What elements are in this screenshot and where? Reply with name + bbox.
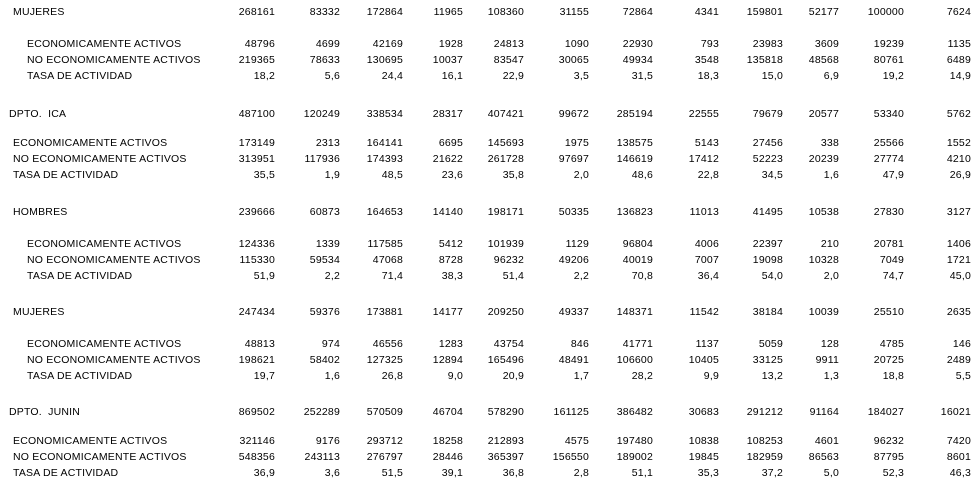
cell: 5762 [946, 108, 971, 120]
cell: 10039 [808, 306, 839, 318]
section-header-row [0, 106, 972, 122]
cell: 182959 [746, 451, 783, 463]
cell: 28446 [432, 451, 463, 463]
cell: 7007 [694, 254, 719, 266]
cell: 2,2 [573, 270, 589, 282]
cell: 30065 [558, 54, 589, 66]
cell: 243113 [304, 451, 340, 463]
cell: 27456 [752, 137, 783, 149]
cell: 35,5 [253, 169, 275, 181]
cell: 74,7 [882, 270, 904, 282]
activity-table [0, 4, 972, 481]
cell: 1,6 [324, 370, 340, 382]
cell: 20239 [808, 153, 839, 165]
cell: 1,3 [823, 370, 839, 382]
row-label: NO ECONOMICAMENTE ACTIVOS [13, 451, 187, 463]
cell: 96232 [493, 254, 524, 266]
cell: 39,1 [441, 467, 463, 479]
cell: 20577 [808, 108, 839, 120]
cell: 50335 [558, 206, 589, 218]
cell: 127325 [366, 354, 403, 366]
cell: 1406 [946, 238, 971, 250]
cell: 7420 [946, 435, 971, 447]
row-label: ECONOMICAMENTE ACTIVOS [13, 435, 168, 447]
cell: 2313 [315, 137, 340, 149]
cell: 578290 [487, 406, 524, 418]
cell: 80761 [873, 54, 904, 66]
cell: 261728 [487, 153, 524, 165]
cell: 22555 [688, 108, 719, 120]
cell: 51,9 [253, 270, 275, 282]
cell: 10405 [688, 354, 719, 366]
cell: 52223 [752, 153, 783, 165]
cell: 48491 [558, 354, 589, 366]
cell: 6,9 [823, 70, 839, 82]
cell: 8728 [438, 254, 463, 266]
cell: 97697 [558, 153, 589, 165]
activity-rate-row [0, 368, 972, 384]
row-label: ECONOMICAMENTE ACTIVOS [27, 238, 182, 250]
cell: 38,3 [441, 270, 463, 282]
cell: 172864 [366, 6, 403, 18]
cell: 45,0 [949, 270, 971, 282]
row-label: TASA DE ACTIVIDAD [27, 270, 133, 282]
spacer [0, 122, 972, 135]
spacer [0, 84, 972, 106]
cell: 285194 [616, 108, 653, 120]
cell: 4210 [946, 153, 971, 165]
cell: 3,5 [573, 70, 589, 82]
row-label: TASA DE ACTIVIDAD [13, 169, 119, 181]
spacer [0, 284, 972, 304]
cell: 6489 [946, 54, 971, 66]
cell: 22,8 [697, 169, 719, 181]
cell: 570509 [366, 406, 403, 418]
section-header-row [0, 404, 972, 420]
cell: 4006 [694, 238, 719, 250]
cell: 17412 [688, 153, 719, 165]
row-label: MUJERES [13, 6, 65, 18]
cell: 40019 [622, 254, 653, 266]
section-header-row [0, 4, 972, 20]
cell: 184027 [867, 406, 904, 418]
cell: 2635 [946, 306, 971, 318]
not-economically-active-row [0, 352, 972, 368]
cell: 46,3 [949, 467, 971, 479]
cell: 16021 [940, 406, 971, 418]
cell: 165496 [487, 354, 524, 366]
cell: 59534 [309, 254, 340, 266]
cell: 3548 [694, 54, 719, 66]
cell: 209250 [487, 306, 524, 318]
cell: 117585 [367, 238, 403, 250]
cell: 22,9 [502, 70, 524, 82]
cell: 30683 [688, 406, 719, 418]
row-label: TASA DE ACTIVIDAD [13, 467, 119, 479]
cell: 51,5 [381, 467, 403, 479]
cell: 87795 [873, 451, 904, 463]
cell: 51,1 [631, 467, 653, 479]
cell: 24813 [493, 38, 524, 50]
cell: 11013 [689, 206, 719, 218]
cell: 41771 [622, 338, 653, 350]
cell: 18258 [432, 435, 463, 447]
cell: 26,9 [949, 169, 971, 181]
cell: 49337 [558, 306, 589, 318]
row-label: TASA DE ACTIVIDAD [27, 70, 133, 82]
cell: 23,6 [441, 169, 463, 181]
cell: 18,2 [253, 70, 275, 82]
row-label: TASA DE ACTIVIDAD [27, 370, 133, 382]
row-label: ECONOMICAMENTE ACTIVOS [27, 38, 182, 50]
cell: 72864 [622, 6, 653, 18]
cell: 36,8 [502, 467, 524, 479]
cell: 2,0 [573, 169, 589, 181]
cell: 19,7 [253, 370, 275, 382]
cell: 9,9 [703, 370, 719, 382]
cell: 42169 [372, 38, 403, 50]
spacer [0, 220, 972, 236]
row-label: NO ECONOMICAMENTE ACTIVOS [27, 54, 201, 66]
cell: 20725 [873, 354, 904, 366]
cell: 24,4 [381, 70, 403, 82]
cell: 338 [820, 137, 839, 149]
cell: 189002 [616, 451, 653, 463]
cell: 31,5 [631, 70, 653, 82]
cell: 38184 [752, 306, 783, 318]
cell: 197480 [616, 435, 653, 447]
cell: 83332 [309, 6, 340, 18]
economically-active-row [0, 236, 972, 252]
cell: 5,0 [823, 467, 839, 479]
cell: 9,0 [447, 370, 463, 382]
cell: 3,6 [324, 467, 340, 479]
row-label: MUJERES [13, 306, 65, 318]
not-economically-active-row [0, 252, 972, 268]
cell: 293712 [366, 435, 403, 447]
cell: 124336 [238, 238, 275, 250]
cell: 10538 [808, 206, 839, 218]
cell: 47,9 [882, 169, 904, 181]
cell: 1,7 [573, 370, 589, 382]
row-label: HOMBRES [13, 206, 68, 218]
cell: 20781 [873, 238, 904, 250]
cell: 9176 [315, 435, 340, 447]
cell: 2489 [946, 354, 971, 366]
row-label: NO ECONOMICAMENTE ACTIVOS [27, 254, 201, 266]
cell: 15,0 [761, 70, 783, 82]
cell: 7049 [879, 254, 904, 266]
cell: 5,6 [324, 70, 340, 82]
cell: 9911 [815, 354, 839, 366]
cell: 219365 [238, 54, 275, 66]
cell: 25510 [873, 306, 904, 318]
cell: 83547 [493, 54, 524, 66]
not-economically-active-row [0, 449, 972, 465]
cell: 71,4 [381, 270, 403, 282]
cell: 5,5 [955, 370, 971, 382]
cell: 793 [700, 38, 719, 50]
row-label: ECONOMICAMENTE ACTIVOS [13, 137, 168, 149]
cell: 135818 [746, 54, 783, 66]
cell: 146 [952, 338, 971, 350]
cell: 5143 [694, 137, 719, 149]
cell: 33125 [752, 354, 783, 366]
cell: 19098 [752, 254, 783, 266]
cell: 96232 [873, 435, 904, 447]
cell: 79679 [752, 108, 783, 120]
cell: 60873 [309, 206, 340, 218]
cell: 14,9 [949, 70, 971, 82]
cell: 2,8 [573, 467, 589, 479]
cell: 130695 [366, 54, 403, 66]
cell: 70,8 [631, 270, 653, 282]
cell: 1135 [947, 38, 971, 50]
cell: 8601 [946, 451, 971, 463]
cell: 247434 [238, 306, 275, 318]
cell: 321146 [239, 435, 275, 447]
cell: 10328 [808, 254, 839, 266]
cell: 173881 [366, 306, 403, 318]
cell: 34,5 [761, 169, 783, 181]
cell: 1283 [438, 338, 463, 350]
cell: 96804 [622, 238, 653, 250]
cell: 5059 [758, 338, 783, 350]
cell: 18,3 [697, 70, 719, 82]
cell: 386482 [616, 406, 653, 418]
cell: 1339 [315, 238, 340, 250]
cell: 159801 [746, 6, 783, 18]
cell: 19239 [873, 38, 904, 50]
cell: 23983 [752, 38, 783, 50]
cell: 487100 [238, 108, 275, 120]
cell: 101939 [487, 238, 524, 250]
cell: 91164 [809, 406, 839, 418]
cell: 1,9 [324, 169, 340, 181]
cell: 156550 [552, 451, 589, 463]
cell: 239666 [238, 206, 275, 218]
row-label: ECONOMICAMENTE ACTIVOS [27, 338, 182, 350]
section-header-row [0, 304, 972, 320]
spacer [0, 384, 972, 404]
activity-rate-row [0, 465, 972, 481]
cell: 1552 [946, 137, 971, 149]
cell: 869502 [238, 406, 275, 418]
cell: 12894 [432, 354, 463, 366]
cell: 49934 [622, 54, 653, 66]
cell: 338534 [366, 108, 403, 120]
economically-active-row [0, 135, 972, 151]
spacer [0, 420, 972, 433]
cell: 26,8 [381, 370, 403, 382]
cell: 48813 [244, 338, 275, 350]
cell: 28317 [432, 108, 463, 120]
row-label: DPTO. JUNIN [9, 406, 81, 418]
cell: 52177 [808, 6, 839, 18]
cell: 7624 [946, 6, 971, 18]
cell: 78633 [309, 54, 340, 66]
cell: 138575 [616, 137, 653, 149]
cell: 43754 [493, 338, 524, 350]
cell: 146619 [616, 153, 653, 165]
cell: 108360 [487, 6, 524, 18]
cell: 1137 [695, 338, 719, 350]
cell: 59376 [309, 306, 340, 318]
cell: 48568 [808, 54, 839, 66]
cell: 37,2 [761, 467, 783, 479]
cell: 53340 [873, 108, 904, 120]
activity-rate-row [0, 68, 972, 84]
cell: 3609 [814, 38, 839, 50]
activity-rate-row [0, 268, 972, 284]
cell: 407421 [487, 108, 524, 120]
row-label: DPTO. ICA [9, 108, 67, 120]
cell: 4699 [315, 38, 340, 50]
cell: 51,4 [502, 270, 524, 282]
cell: 36,9 [253, 467, 275, 479]
cell: 198171 [487, 206, 524, 218]
cell: 10838 [688, 435, 719, 447]
cell: 365397 [487, 451, 524, 463]
cell: 18,8 [882, 370, 904, 382]
cell: 120249 [303, 108, 340, 120]
cell: 19,2 [882, 70, 904, 82]
cell: 48,6 [631, 169, 653, 181]
row-label: NO ECONOMICAMENTE ACTIVOS [27, 354, 201, 366]
cell: 148371 [616, 306, 653, 318]
cell: 11965 [433, 6, 463, 18]
economically-active-row [0, 336, 972, 352]
cell: 3127 [946, 206, 971, 218]
cell: 276797 [366, 451, 403, 463]
economically-active-row [0, 36, 972, 52]
cell: 99672 [558, 108, 589, 120]
cell: 35,3 [697, 467, 719, 479]
cell: 27830 [873, 206, 904, 218]
spacer [0, 183, 972, 204]
cell: 164653 [366, 206, 403, 218]
cell: 846 [570, 338, 589, 350]
cell: 2,2 [324, 270, 340, 282]
cell: 106600 [616, 354, 653, 366]
cell: 14140 [432, 206, 463, 218]
cell: 27774 [873, 153, 904, 165]
cell: 548356 [238, 451, 275, 463]
spacer [0, 320, 972, 336]
cell: 128 [820, 338, 839, 350]
cell: 1129 [565, 238, 589, 250]
cell: 13,2 [761, 370, 783, 382]
cell: 115330 [239, 254, 275, 266]
cell: 974 [321, 338, 340, 350]
cell: 198621 [238, 354, 275, 366]
cell: 35,8 [502, 169, 524, 181]
cell: 1928 [438, 38, 463, 50]
spacer [0, 20, 972, 36]
cell: 145693 [487, 137, 524, 149]
cell: 174393 [366, 153, 403, 165]
cell: 19845 [688, 451, 719, 463]
cell: 49206 [558, 254, 589, 266]
cell: 31155 [559, 6, 589, 18]
cell: 52,3 [882, 467, 904, 479]
cell: 4341 [694, 6, 719, 18]
cell: 16,1 [441, 70, 463, 82]
cell: 6695 [438, 137, 463, 149]
cell: 48,5 [381, 169, 403, 181]
cell: 14177 [432, 306, 463, 318]
cell: 4575 [564, 435, 589, 447]
cell: 173149 [238, 137, 275, 149]
cell: 1,6 [823, 169, 839, 181]
cell: 36,4 [697, 270, 719, 282]
not-economically-active-row [0, 151, 972, 167]
cell: 25566 [873, 137, 904, 149]
not-economically-active-row [0, 52, 972, 68]
cell: 47068 [372, 254, 403, 266]
cell: 212893 [487, 435, 524, 447]
cell: 108253 [746, 435, 783, 447]
section-header-row [0, 204, 972, 220]
cell: 4601 [814, 435, 839, 447]
cell: 100000 [867, 6, 904, 18]
cell: 22930 [622, 38, 653, 50]
cell: 11542 [689, 306, 719, 318]
cell: 48796 [244, 38, 275, 50]
cell: 313951 [238, 153, 275, 165]
cell: 46704 [432, 406, 463, 418]
cell: 28,2 [631, 370, 653, 382]
row-label: NO ECONOMICAMENTE ACTIVOS [13, 153, 187, 165]
cell: 41495 [752, 206, 783, 218]
cell: 10037 [432, 54, 463, 66]
cell: 22397 [752, 238, 783, 250]
cell: 164141 [366, 137, 403, 149]
cell: 1721 [946, 254, 971, 266]
cell: 4785 [879, 338, 904, 350]
cell: 252289 [303, 406, 340, 418]
cell: 210 [820, 238, 839, 250]
cell: 20,9 [502, 370, 524, 382]
cell: 1090 [564, 38, 589, 50]
cell: 161125 [553, 406, 589, 418]
cell: 117936 [304, 153, 340, 165]
cell: 5412 [438, 238, 463, 250]
cell: 58402 [309, 354, 340, 366]
cell: 54,0 [761, 270, 783, 282]
cell: 1975 [564, 137, 589, 149]
economically-active-row [0, 433, 972, 449]
cell: 136823 [616, 206, 653, 218]
cell: 268161 [238, 6, 275, 18]
cell: 46556 [372, 338, 403, 350]
cell: 21622 [432, 153, 463, 165]
activity-rate-row [0, 167, 972, 183]
cell: 2,0 [823, 270, 839, 282]
cell: 291212 [746, 406, 783, 418]
cell: 86563 [808, 451, 839, 463]
